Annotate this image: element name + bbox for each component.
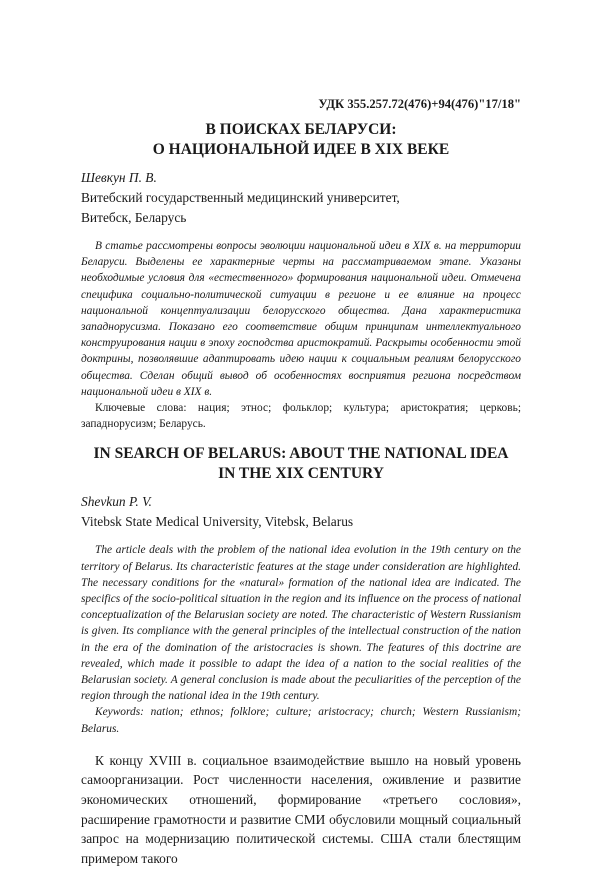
abstract-en xyxy=(81,542,521,704)
title-en-line1: IN SEARCH OF BELARUS: ABOUT THE NATIONAL IDEA xyxy=(93,445,509,463)
title-en-line2: IN THE XIX CENTURY xyxy=(218,465,384,483)
abstract-ru-text: В статье рассмотрены вопросы эволюции национальной идеи в XIX в. на территории Беларуси. Выделены ее характерные черты на рассматриваемом этапе. Указаны необходимые условия для «естественного» формирования национальной идеи. Отмечена специфика социально-политической ситуации в регионе и ее влияние на процесс национальной концептуализации белорусского общества. Дана характеристика западнорусизма. Показано его соответствие общим принципам интеллектуального конструирования нации в эпоху господства аристократий. Раскрыты особенности этой доктрины, позволявшие адаптировать идею нации к социальным реалиям белорусского общества. Сделан общий вывод об особенностях восприятия региона посредством национальной идеи в XIX в. xyxy=(81,240,521,398)
udc-code: УДК 355.257.72(476)+94(476)"17/18" xyxy=(318,97,521,111)
english-block xyxy=(81,444,521,736)
article-page xyxy=(81,96,521,882)
keywords-ru-label: Ключевые слова: xyxy=(95,402,187,415)
keywords-en-label: Keywords: xyxy=(95,706,144,719)
author-en: Shevkun P. V. xyxy=(81,494,152,510)
title-en xyxy=(81,444,521,484)
keywords-ru xyxy=(81,400,521,432)
title-ru-line1: В ПОИСКАХ БЕЛАРУСИ: xyxy=(205,121,397,138)
abstract-ru xyxy=(81,238,521,400)
keywords-en xyxy=(81,704,521,736)
author-ru: Шевкун П. В. xyxy=(81,170,157,185)
keywords-en-text: nation; ethnos; folklore; culture; aristocracy; church; Western Russianism; Belarus. xyxy=(81,706,521,735)
body-paragraph: К концу XVIII в. социальное взаимодействие вышло на новый уровень самоорганизации. Рост численности населения, оживление и развитие экономических отношений, формирование «третьего сословия», расширение грамотности и развитие СМИ обусловили мощный социальный запрос на модернизацию политической системы. США стали блестящим примером такого xyxy=(81,752,521,866)
keywords-ru-text: нация; этнос; фольклор; культура; аристократия; церковь; западнорусизм; Беларусь. xyxy=(81,402,521,431)
affiliation-ru-line1: Витебский государственный медицинский университет, xyxy=(81,190,400,205)
abstract-en-text: The article deals with the problem of the national idea evolution in the 19th century on the territory of Belarus. Its characteristic features at the stage under consideration are highlighted. The necessary conditions for the «natural» formation of the national idea are indicated. The specifics of the socio-political situation in the region and its influence on the process of national conceptualization of the Belarusian society are noted. The characteristic of Western Russianism is given. Its compliance with the general principles of the intellectual construction of the nation in the era of the domination of the aristocracies is shown. The features of this doctrine are revealed, which made it possible to adapt the idea of a nation to the social realities of the Belarusian society. A general conclusion is made about the peculiarities of the perception of the region through the national idea in the 19th century. xyxy=(81,544,521,703)
title-ru xyxy=(81,120,521,160)
affiliation-en: Vitebsk State Medical University, Vitebsk, Belarus xyxy=(81,514,354,530)
affiliation-ru-line2: Витебск, Беларусь xyxy=(81,210,187,225)
title-ru-line2: О НАЦИОНАЛЬНОЙ ИДЕЕ В XIX ВЕКЕ xyxy=(152,141,450,158)
